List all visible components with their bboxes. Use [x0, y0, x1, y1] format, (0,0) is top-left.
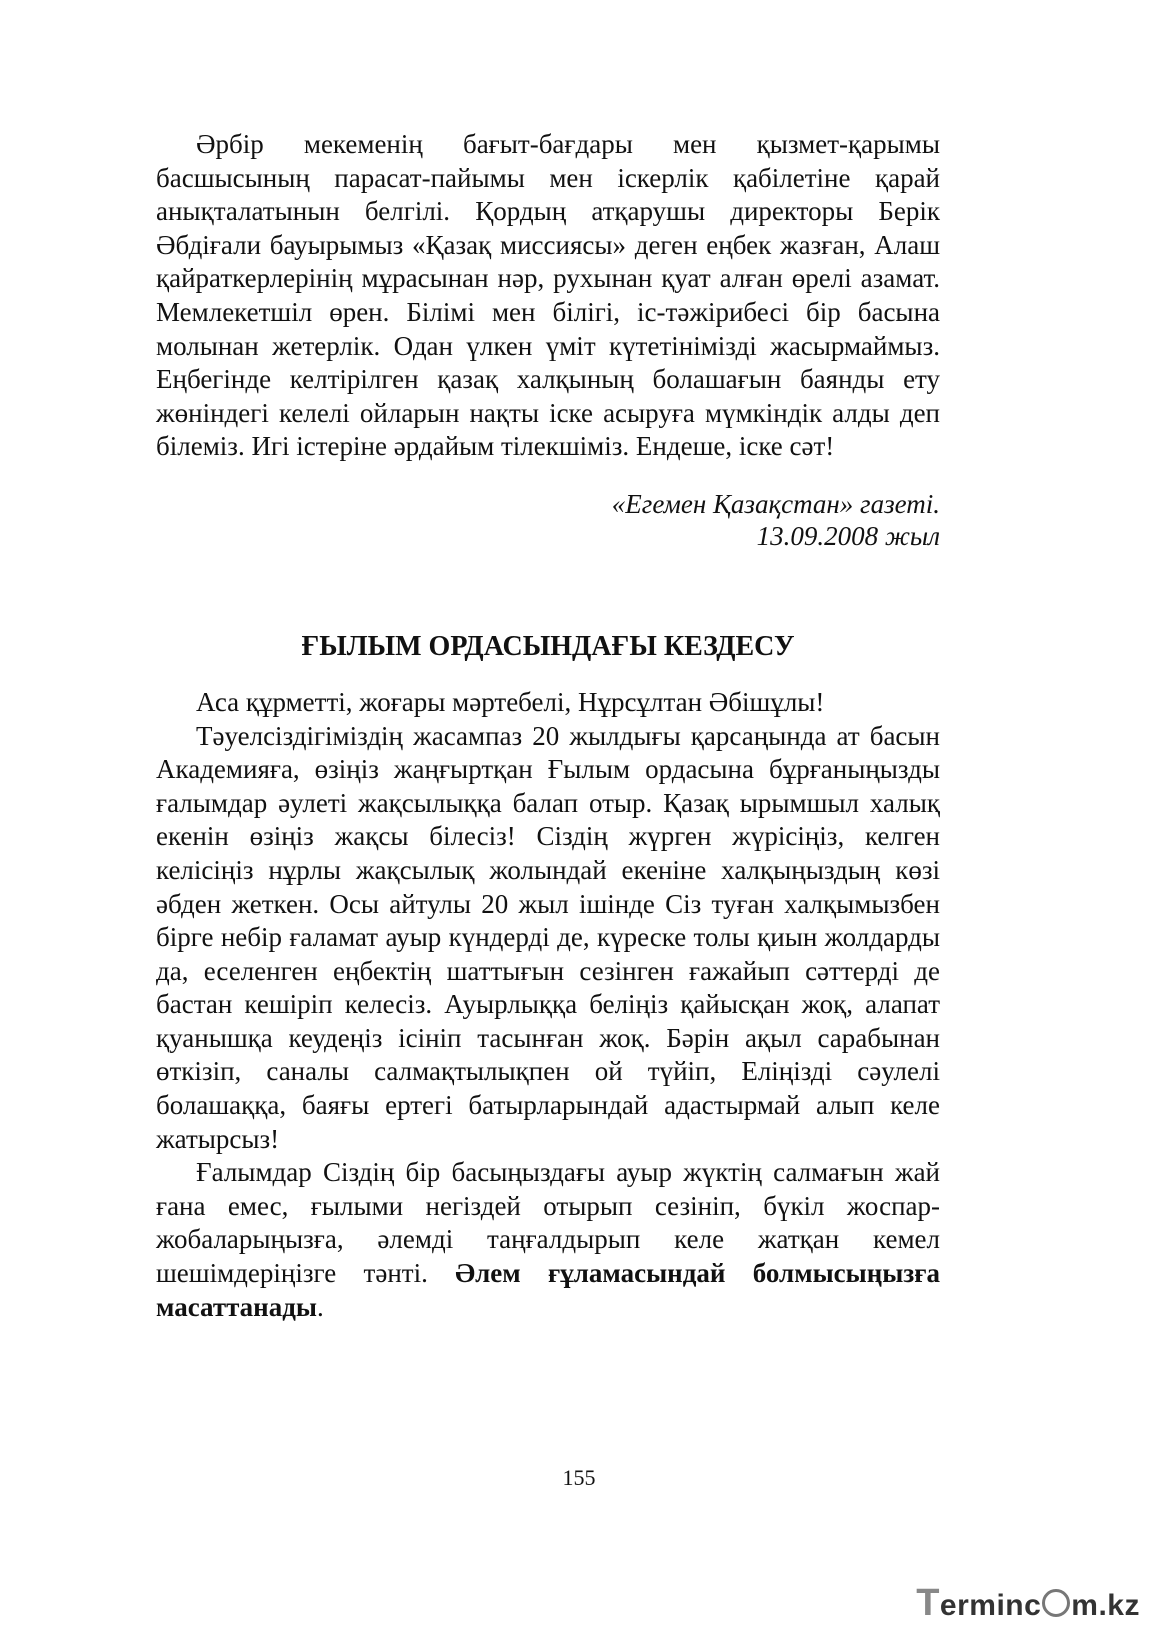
source-citation — [156, 488, 940, 552]
paragraph-3-text: Ғалымдар Сіздің бір басыңыздағы ауыр жүктің салмағын жай ғана емес, ғылыми негіздей отырып сезініп, бүкіл жоспар-жобаларыңызға, әлемді таңғалдырып келе жатқан кемел шешімдеріңізге тәнті. — [156, 1157, 940, 1289]
watermark-part2: m.kz — [1071, 1589, 1140, 1622]
paragraph-3-end: . — [316, 1291, 324, 1322]
watermark-t: T — [916, 1582, 940, 1624]
source-newspaper: «Егемен Қазақстан» газеті. — [611, 488, 940, 519]
paragraph-2: Тәуелсіздігіміздің жасампаз 20 жылдығы қарсаңында ат басын Академияға, өзіңіз жаңғыртқан Ғылым ордасына бұрғаныңызды ғалымдар әулеті жақсылыққа балап отыр. Қазақ ырымшыл халық екенін өзіңіз жақсы білесіз! Сіздің жүрген жүрісіңіз, келген келісіңіз нұрлы жақсылық жолындай екеніне халқыңыздың көзі әбден жеткен. Осы айтулы 20 жыл ішінде Сіз туған халқымызбен бірге небір ғаламат ауыр күндерді де, күреске толы қиын жолдарды да, еселенген еңбектің шаттығын сезінген ғажайып сәттерді де бастан кешіріп келесіз. Ауырлыққа беліңіз қайысқан жоқ, алапат қуанышқа кеудеңіз ісініп тасынған жоқ. Бәрін ақыл сарабынан өткізіп, саналы салмақтылықпен ой түйіп, Еліңізді сәулелі болашаққа, баяғы ертегі батырларындай адастырмай алып келе жатырсыз! — [156, 720, 940, 1154]
source-date: 13.09.2008 жыл — [756, 520, 940, 551]
paragraph-1: Әрбір мекеменің бағыт-бағдары мен қызмет-қарымы басшысының парасат-пайымы мен іскерлік қабілетіне қарай анықталатынын белгілі. Қордың атқарушы директоры Берік Әбдіғали бауырымыз «Қазақ миссиясы» деген еңбек жазған, Алаш қайраткерлерінің мұрасынан нәр, рухынан қуат алған өрелі азамат. Мемлекетшіл өрен. Білімі мен білігі, іс-тәжірибесі бір басына молынан жетерлік. Одан үлкен үміт күтетінімізді жасырмаймыз. Еңбегінде келтірілген қазақ халқының болашағын баянды ету жөніндегі келелі ойларын нақты іске асыруға мүмкіндік алды деп білеміз. Игі істеріне әрдайым тілекшіміз. Ендеше, іске сәт! — [156, 129, 940, 462]
paragraph-3-bold: Әлем ғұламасындай болмысыңызға масаттанады — [156, 1258, 940, 1322]
page-content — [156, 128, 940, 1324]
page-number: 155 — [562, 1465, 596, 1490]
watermark-logo — [916, 1582, 1140, 1625]
section-heading: ҒЫЛЫМ ОРДАСЫНДАҒЫ КЕЗДЕСУ — [301, 630, 795, 662]
watermark-o-circle-icon — [1042, 1589, 1070, 1617]
watermark-part1: erminc — [939, 1589, 1042, 1622]
greeting: Аса құрметті, жоғары мәртебелі, Нұрсұлтан Әбішұлы! — [196, 686, 825, 717]
paragraph-3 — [156, 1156, 940, 1324]
